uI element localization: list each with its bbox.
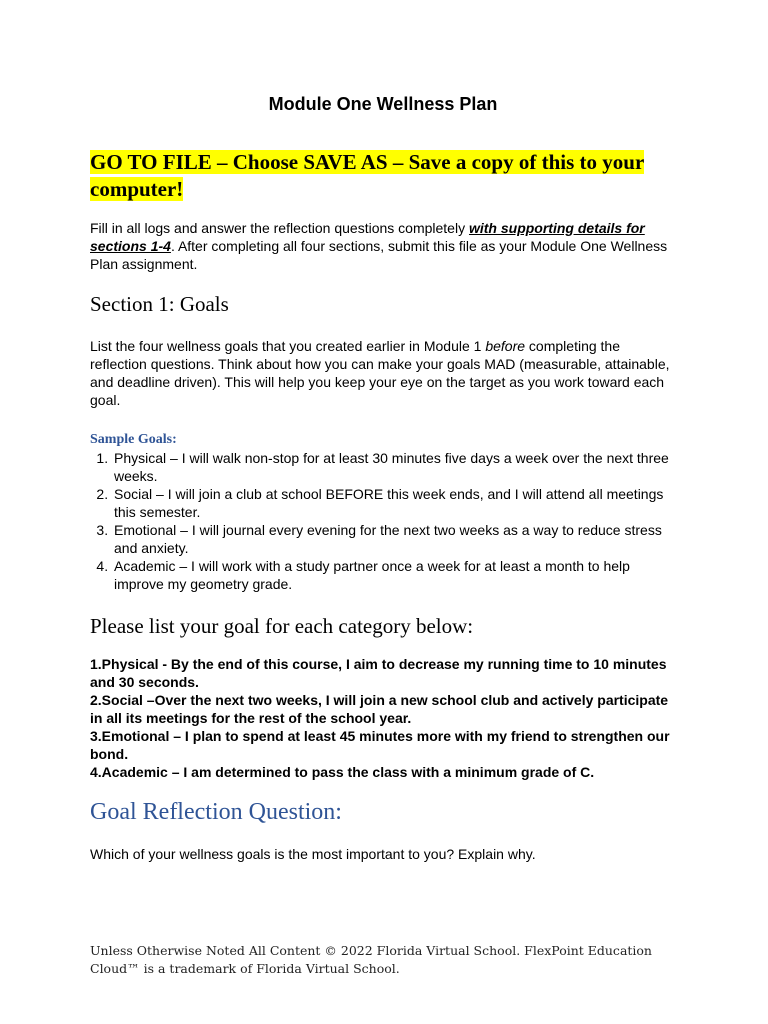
document-body — [90, 92, 676, 863]
reflection-question: Which of your wellness goals is the most important to you? Explain why. — [90, 846, 536, 862]
banner-text: GO TO FILE – Choose SAVE AS – Save a copy of this to your computer! — [90, 150, 645, 201]
goal-emotional: 3.Emotional – I plan to spend at least 45 minutes more with my friend to strengthen our bond. — [90, 728, 670, 762]
intro-paragraph — [90, 219, 676, 273]
save-instruction-banner — [90, 149, 676, 203]
goal-social: 2.Social –Over the next two weeks, I will join a new school club and actively participate in all its meetings for the rest of the school year. — [90, 692, 669, 726]
intro-text-before: Fill in all logs and answer the reflection questions completely — [90, 220, 469, 236]
sample-goal-item: 4. Academic – I will work with a study partner once a week for at least a month to help improve my geometry grade. — [112, 557, 676, 593]
goal-physical: 1.Physical - By the end of this course, I aim to decrease my running time to 10 minutes and 30 seconds. — [90, 656, 667, 690]
student-goals — [90, 655, 676, 781]
sample-goal-item: 2. Social – I will join a club at school BEFORE this week ends, and I will attend all meetings this semester. — [112, 485, 676, 521]
sample-goal-item: 1. Physical – I will walk non-stop for at least 30 minutes five days a week over the next three weeks. — [112, 449, 676, 485]
section1-text-after: completing the reflection questions. Think about how you can make your goals MAD (measurable, attainable, and deadline driven). This will help you keep your eye on the target as you work toward each goal. — [90, 338, 670, 408]
list-goals-heading: Please list your goal for each category below: — [90, 614, 474, 638]
sample-goals-heading: Sample Goals: — [90, 432, 177, 447]
copyright-footer: Unless Otherwise Noted All Content © 2022 Florida Virtual School. FlexPoint Education Cloud™ is a trademark of Florida Virtual School. — [90, 943, 652, 976]
goal-academic: 4.Academic – I am determined to pass the class with a minimum grade of C. — [90, 764, 595, 780]
section1-paragraph — [90, 337, 676, 409]
sample-goal-item: 3. Emotional – I will journal every evening for the next two weeks as a way to reduce stress and anxiety. — [112, 521, 676, 557]
intro-text-after: . After completing all four sections, submit this file as your Module One Wellness Plan assignment. — [90, 238, 668, 272]
reflection-heading: Goal Reflection Question: — [90, 799, 342, 825]
section1-heading: Section 1: Goals — [90, 292, 229, 316]
section1-text-italic: before — [485, 338, 526, 354]
intro-emphasis: with supporting details for sections 1-4 — [90, 220, 645, 254]
section1-text-before: List the four wellness goals that you created earlier in Module 1 — [90, 338, 486, 354]
document-title: Module One Wellness Plan — [268, 94, 498, 114]
sample-goals-list — [90, 449, 676, 593]
